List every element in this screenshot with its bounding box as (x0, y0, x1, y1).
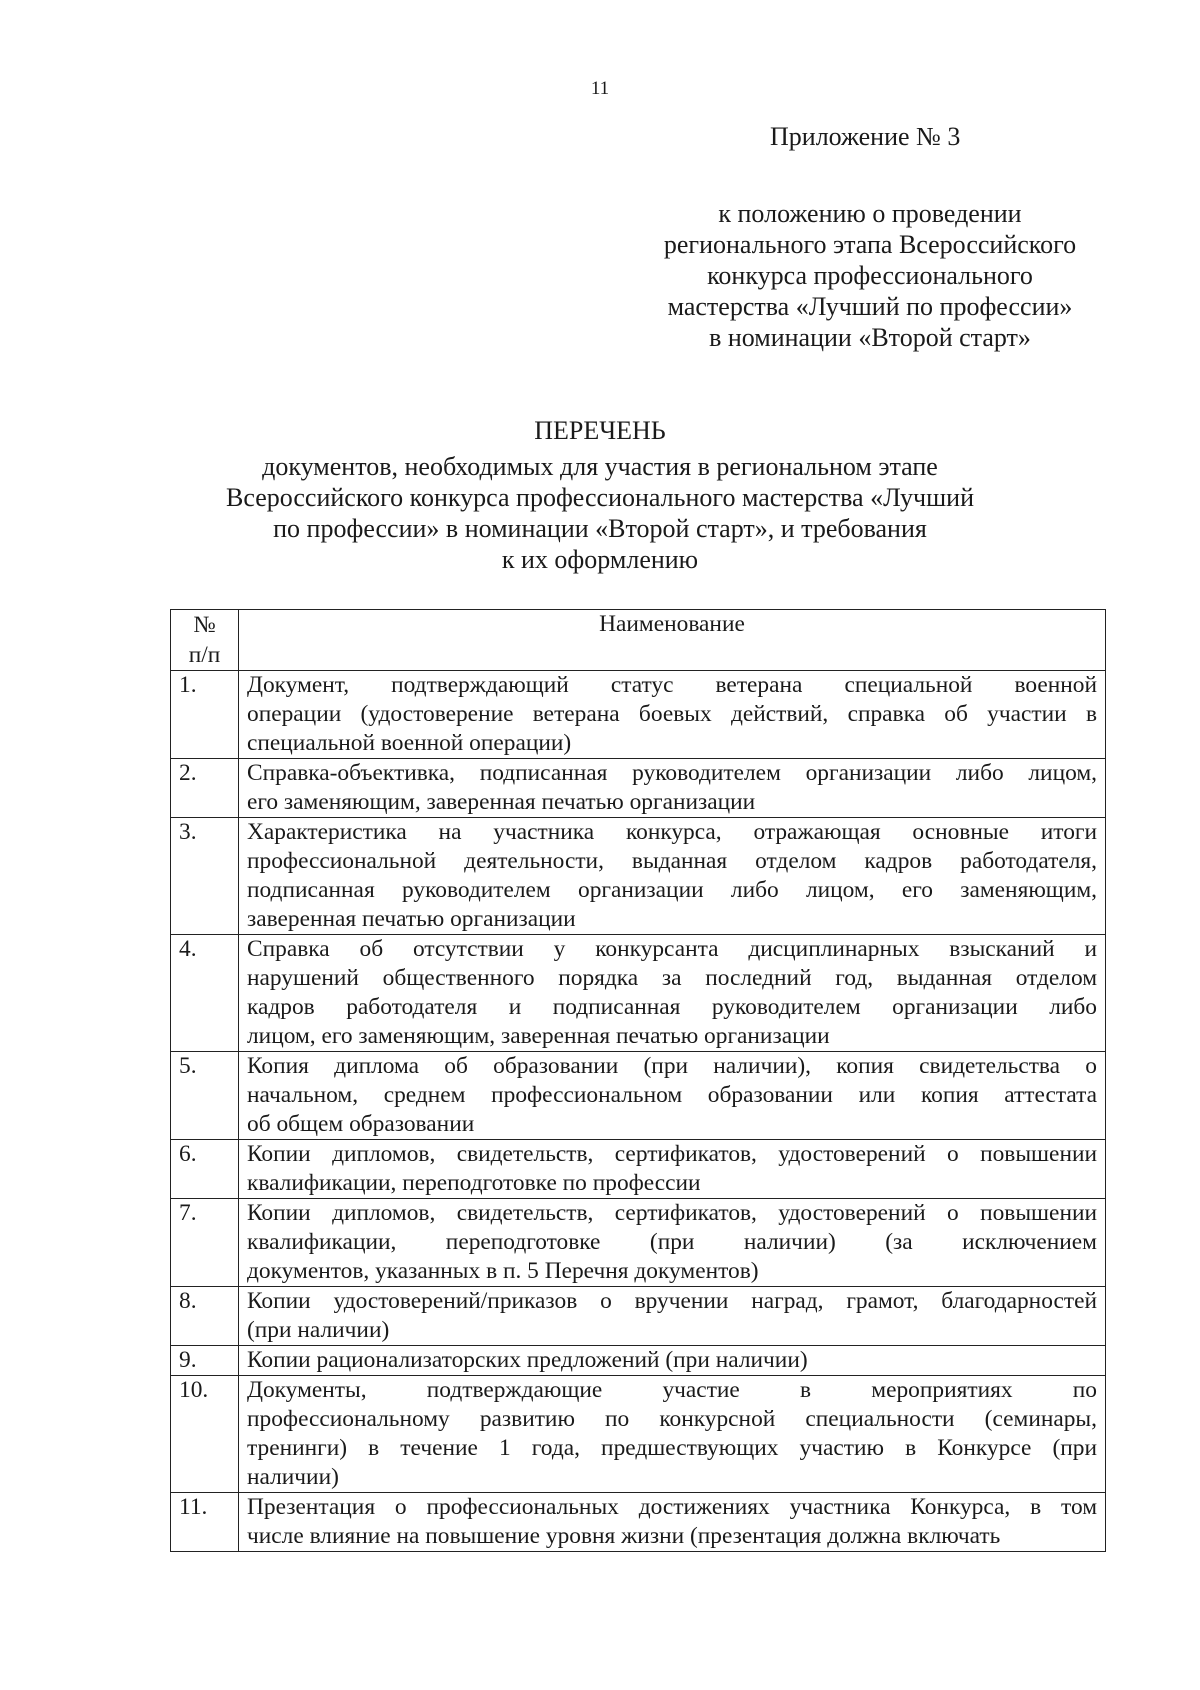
row-description (239, 935, 1106, 1052)
row-description-line: заверенная печатью организации (247, 906, 576, 932)
row-description-line: Документ, подтверждающий статус ветерана специальной военной (247, 672, 1097, 698)
column-header-number-line1: № (193, 612, 216, 638)
row-description-line: специальной военной операции) (247, 730, 572, 756)
row-description-line: кадров работодателя и подписанная руководителем организации либо (247, 994, 1097, 1020)
table-row (171, 1052, 1106, 1140)
row-description-line: лицом, его заменяющим, заверенная печатью организации (247, 1023, 830, 1049)
appendix-number: Приложение № 3 (770, 122, 961, 151)
table-row (171, 1493, 1106, 1552)
table-row (171, 1140, 1106, 1199)
column-header-number (171, 610, 239, 671)
row-description-line: квалификации, переподготовке (при наличии) (за исключением (247, 1229, 1097, 1255)
row-description (239, 1346, 1106, 1376)
row-number: 8. (171, 1287, 239, 1346)
row-description-line: его заменяющим, заверенная печатью организации (247, 789, 756, 815)
row-description-line: числе влияние на повышение уровня жизни (презентация должна включать (247, 1523, 1001, 1549)
row-description (239, 1199, 1106, 1287)
column-header-name: Наименование (239, 610, 1106, 671)
row-description-line: подписанная руководителем организации либо лицом, его заменяющим, (247, 877, 1097, 903)
row-description (239, 671, 1106, 759)
column-header-number-line2: п/п (188, 642, 221, 668)
row-number: 10. (171, 1376, 239, 1493)
row-description (239, 1376, 1106, 1493)
row-description-line: Презентация о профессиональных достижениях участника Конкурса, в том (247, 1494, 1097, 1520)
subtitle-line: Всероссийского конкурса профессионального мастерства «Лучший (226, 483, 974, 512)
appendix-note-line: к положению о проведении (718, 199, 1022, 228)
row-description-line: Копии удостоверений/приказов о вручении наград, грамот, благодарностей (247, 1288, 1097, 1314)
table-row (171, 935, 1106, 1052)
row-description (239, 1052, 1106, 1140)
table-row (171, 671, 1106, 759)
table-row (171, 1199, 1106, 1287)
row-description-line: (при наличии) (247, 1317, 390, 1343)
table-header-row (171, 610, 1106, 671)
row-description-line: Документы, подтверждающие участие в мероприятиях по (247, 1377, 1097, 1403)
page-number: 11 (590, 78, 610, 99)
row-number: 9. (171, 1346, 239, 1376)
table-row (171, 759, 1106, 818)
row-description-line: Копия диплома об образовании (при наличии), копия свидетельства о (247, 1053, 1097, 1079)
row-description-line: квалификации, переподготовке по профессии (247, 1170, 701, 1196)
row-number: 7. (171, 1199, 239, 1287)
documents-table (170, 609, 1106, 1552)
row-description-line: Копии рационализаторских предложений (при наличии) (247, 1347, 808, 1373)
row-description-line: Характеристика на участника конкурса, отражающая основные итоги (247, 819, 1097, 845)
row-description-line: тренинги) в течение 1 года, предшествующих участию в Конкурсе (при (247, 1435, 1097, 1461)
table-row (171, 1376, 1106, 1493)
row-description-line: операции (удостоверение ветерана боевых действий, справка об участии в (247, 701, 1097, 727)
row-description-line: Справка-объективка, подписанная руководителем организации либо лицом, (247, 760, 1097, 786)
row-description-line: Копии дипломов, свидетельств, сертификатов, удостоверений о повышении (247, 1141, 1097, 1167)
row-description (239, 1493, 1106, 1552)
row-description (239, 759, 1106, 818)
row-number: 6. (171, 1140, 239, 1199)
table-row (171, 1287, 1106, 1346)
table-row (171, 818, 1106, 935)
row-description-line: начальном, среднем профессиональном образовании или копия аттестата (247, 1082, 1097, 1108)
table-body (171, 671, 1106, 1552)
row-description (239, 1287, 1106, 1346)
row-description-line: Копии дипломов, свидетельств, сертификатов, удостоверений о повышении (247, 1200, 1097, 1226)
row-number: 5. (171, 1052, 239, 1140)
row-number: 2. (171, 759, 239, 818)
row-number: 3. (171, 818, 239, 935)
row-number: 4. (171, 935, 239, 1052)
document-subtitle (150, 451, 1050, 575)
row-description (239, 818, 1106, 935)
subtitle-line: документов, необходимых для участия в региональном этапе (262, 452, 938, 481)
appendix-note-line: конкурса профессионального (707, 261, 1033, 290)
document-title: ПЕРЕЧЕНЬ (534, 416, 666, 445)
row-description-line: наличии) (247, 1464, 339, 1490)
row-description-line: профессиональному развитию по конкурсной специальности (семинары, (247, 1406, 1097, 1432)
appendix-note-line: регионального этапа Всероссийского (663, 230, 1077, 259)
row-number: 11. (171, 1493, 239, 1552)
row-description-line: Справка об отсутствии у конкурсанта дисциплинарных взысканий и (247, 936, 1097, 962)
subtitle-line: к их оформлению (501, 545, 699, 574)
appendix-note-line: мастерства «Лучший по профессии» (667, 292, 1073, 321)
row-number: 1. (171, 671, 239, 759)
row-description-line: нарушений общественного порядка за последний год, выданная отделом (247, 965, 1097, 991)
appendix-note-line: в номинации «Второй старт» (709, 323, 1031, 352)
subtitle-line: по профессии» в номинации «Второй старт», и требования (273, 514, 927, 543)
table-row (171, 1346, 1106, 1376)
row-description-line: об общем образовании (247, 1111, 475, 1137)
appendix-note (630, 198, 1110, 353)
row-description-line: документов, указанных в п. 5 Перечня документов) (247, 1258, 759, 1284)
row-description-line: профессиональной деятельности, выданная отделом кадров работодателя, (247, 848, 1097, 874)
row-description (239, 1140, 1106, 1199)
